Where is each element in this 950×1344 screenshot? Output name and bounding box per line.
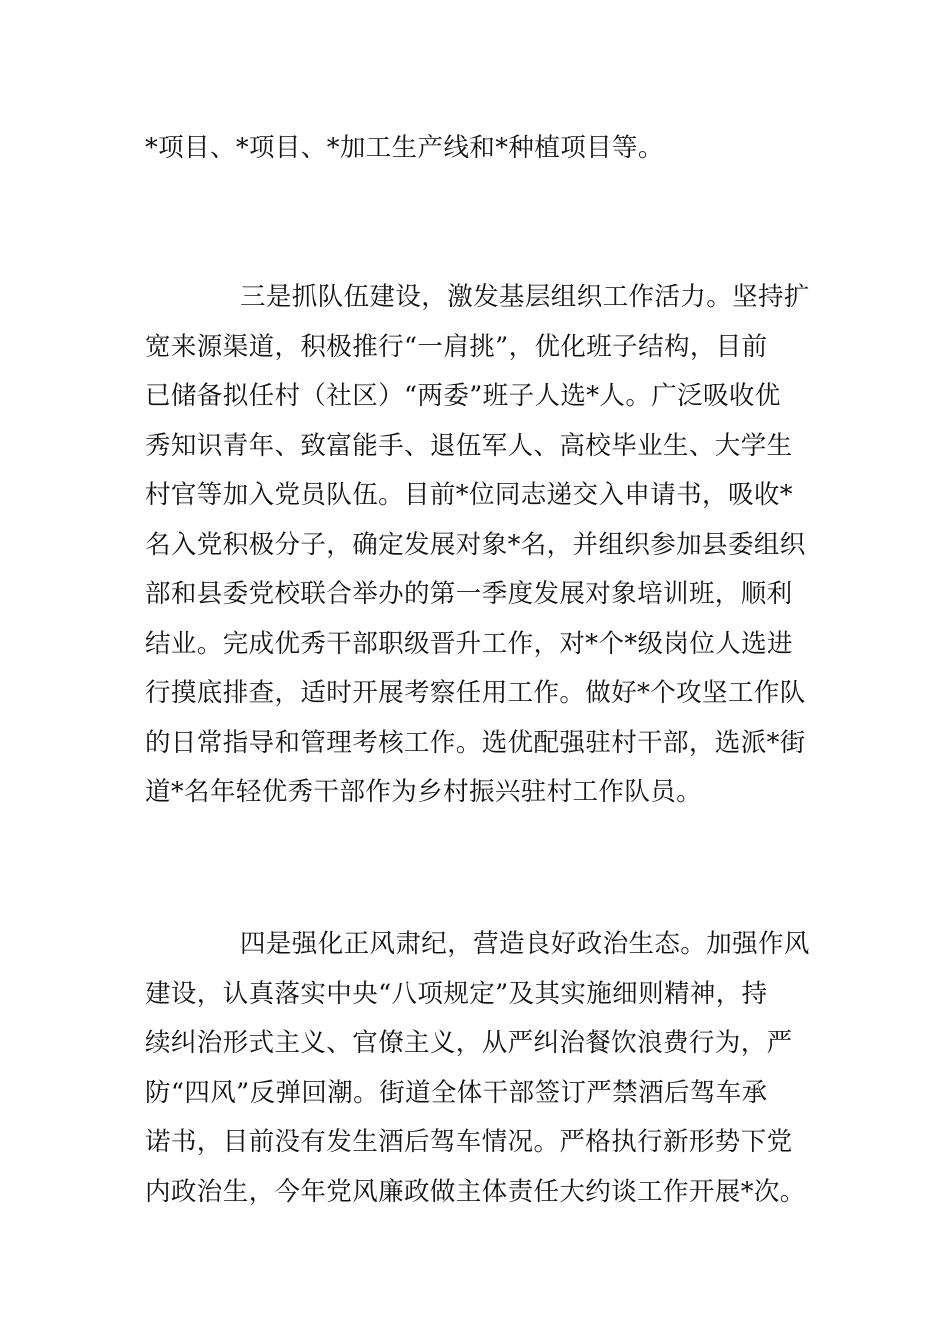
text-line: 部和县委党校联合举办的第一季度发展对象培训班，顺利 [145,579,793,609]
text-line: 名入党积极分子，确定发展对象*名，并组织参加县委组织 [145,529,806,560]
paragraph-team-building [145,273,810,818]
text-line: 行摸底排查，适时开展考察任用工作。做好*个攻坚工作队 [145,678,806,708]
text-line: 已储备拟任村（社区）“两委”班子人选*人。广泛吸收优 [145,381,781,411]
paragraph-project-list [145,124,810,174]
text-line: 秀知识青年、致富能手、退伍军人、高校毕业生、大学生 [145,430,793,461]
text-line: 诺书，目前没有发生酒后驾车情况。严格执行新形势下党 [145,1127,793,1157]
text-line: 三是抓队伍建设，激发基层组织工作活力。坚持扩 [240,282,810,312]
text-line: 宽来源渠道，积极推行“一肩挑”，优化班子结构，目前 [145,331,768,362]
text-line: 防“四风”反弹回潮。街道全体干部签订严禁酒后驾车承 [145,1077,768,1108]
text-line: 内政治生，今年党风廉政做主体责任大约谈工作开展*次。 [145,1176,806,1207]
text-line: 建设，认真落实中央“八项规定”及其实施细则精神，持 [145,978,768,1009]
text-line: 道*名年轻优秀干部作为乡村振兴驻村工作队员。 [145,777,703,807]
text-line: 续纠治形式主义、官僚主义，从严纠治餐饮浪费行为，严 [145,1028,793,1058]
text-line: 四是强化正风肃纪，营造良好政治生态。加强作风 [240,929,810,959]
text-line: 结业。完成优秀干部职级晋升工作，对*个*级岗位人选进 [145,628,793,659]
text-line: 的日常指导和管理考核工作。选优配强驻村干部，选派*街 [145,727,806,758]
text-line: 村官等加入党员队伍。目前*位同志递交入申请书，吸收* [145,480,793,510]
text-line: *项目、*项目、*加工生产线和*种植项目等。 [145,133,664,163]
paragraph-discipline [145,920,810,1217]
